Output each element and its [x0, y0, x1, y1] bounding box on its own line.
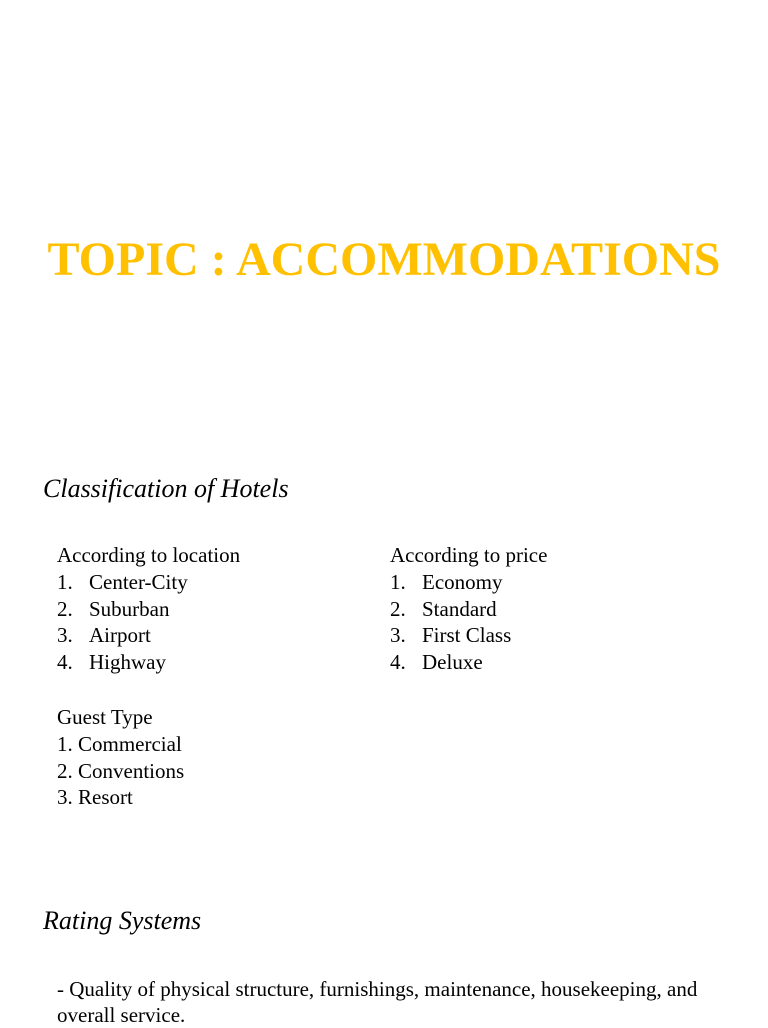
list-label: Deluxe	[422, 650, 483, 675]
list-label: Standard	[422, 596, 497, 621]
list-item	[57, 731, 184, 758]
classification-heading: Classification of Hotels	[43, 474, 289, 503]
price-list	[390, 542, 547, 676]
list-label: Highway	[89, 650, 166, 675]
list-item	[57, 758, 184, 785]
list-item	[57, 784, 184, 811]
location-list-title: According to location	[57, 543, 241, 567]
list-label: Resort	[78, 785, 133, 810]
page-title: TOPIC : ACCOMMODATIONS	[47, 233, 721, 286]
list-number: 2.	[57, 596, 73, 621]
list-number: 3.	[390, 623, 406, 648]
location-list	[57, 542, 240, 676]
list-item	[57, 622, 240, 649]
list-label: Economy	[422, 569, 503, 594]
list-item	[57, 596, 240, 623]
rating-description: - Quality of physical structure, furnishings, maintenance, housekeeping, and overall service.	[57, 977, 698, 1027]
list-label: Conventions	[78, 758, 185, 783]
list-number: 1.	[57, 731, 73, 756]
list-number: 2.	[390, 596, 406, 621]
list-number: 3.	[57, 623, 73, 648]
list-number: 2.	[57, 758, 73, 783]
list-item	[390, 622, 547, 649]
list-label: Airport	[89, 623, 151, 648]
list-label: Commercial	[78, 731, 182, 756]
guest-type-list	[57, 704, 184, 811]
list-number: 4.	[57, 650, 73, 675]
list-item	[57, 569, 240, 596]
price-list-title: According to price	[390, 543, 548, 567]
guest-type-list-title: Guest Type	[57, 705, 153, 729]
list-item	[390, 596, 547, 623]
list-number: 1.	[390, 569, 406, 594]
list-item	[390, 649, 547, 676]
list-label: First Class	[422, 623, 512, 648]
rating-heading: Rating Systems	[43, 906, 202, 935]
list-number: 1.	[57, 569, 73, 594]
list-label: Center-City	[89, 569, 188, 594]
list-number: 4.	[390, 650, 406, 675]
list-item	[390, 569, 547, 596]
list-item	[57, 649, 240, 676]
list-number: 3.	[57, 785, 73, 810]
list-label: Suburban	[89, 596, 170, 621]
